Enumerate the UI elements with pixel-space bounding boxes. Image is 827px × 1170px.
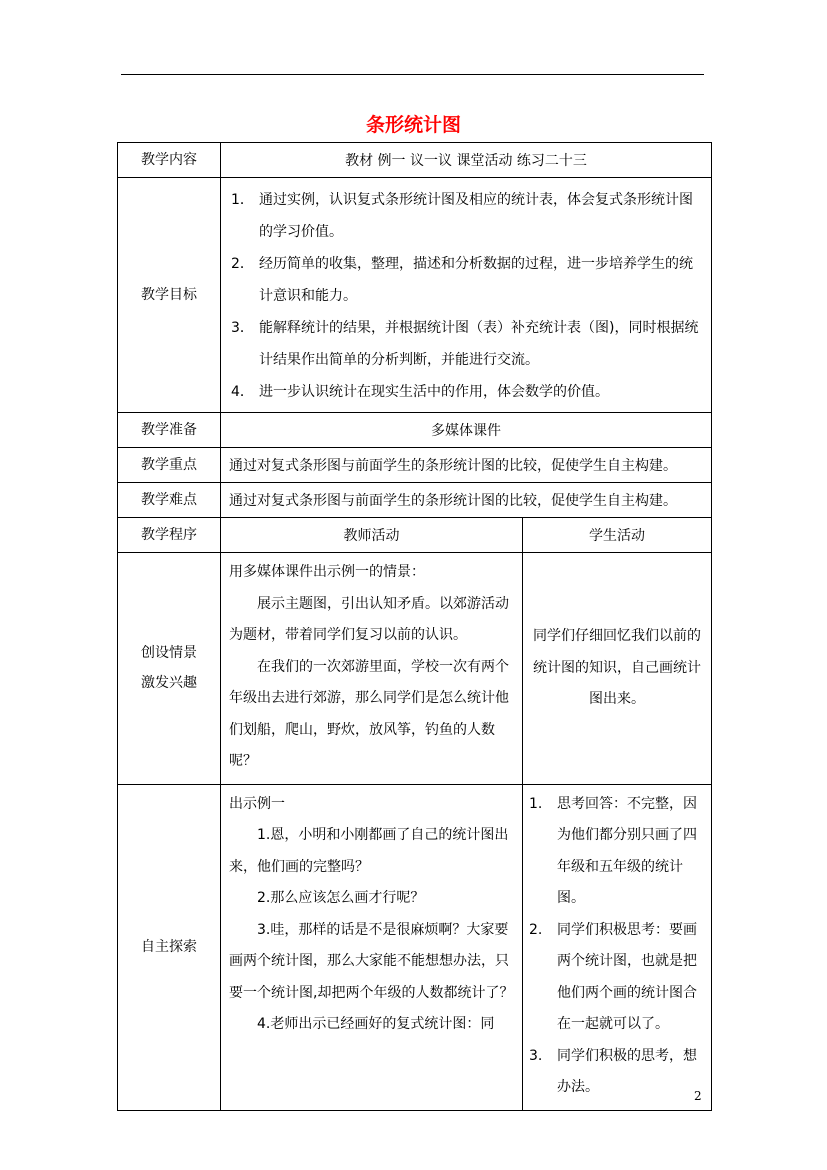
goal-text: 进一步认识统计在现实生活中的作用，体会数学的价值。 (259, 384, 609, 400)
goal-number: 4． (231, 384, 254, 400)
teacher-paragraph: 出示例一 (229, 795, 285, 812)
goal-item (231, 312, 703, 376)
row-procedure (118, 518, 712, 553)
value-difficulty: 通过对复式条形图与前面学生的条形统计图的比较，促使学生自主构建。 (221, 483, 712, 518)
teacher-paragraph: 4.老师出示已经画好的复式统计图：同 (257, 1016, 495, 1032)
stage-1-label-line: 创设情景 (141, 645, 197, 662)
header-rule (121, 74, 704, 75)
row-stage-1 (118, 553, 712, 785)
student-activity-stage-1: 同学们仔细回忆我们以前的统计图的知识，自己画统计图出来。 (523, 553, 712, 785)
teacher-paragraph: 用多媒体课件出示例一的情景： (229, 564, 425, 580)
stage-1-label-line: 激发兴趣 (141, 675, 197, 692)
student-item-text: 思考回答：不完整，因为他们都分别只画了四年级和五年级的统计图。 (557, 795, 697, 906)
goal-text: 经历简单的收集，整理，描述和分析数据的过程，进一步培养学生的统计意识和能力。 (259, 256, 693, 304)
goal-number: 1． (231, 192, 254, 208)
goal-number: 2． (231, 256, 254, 272)
student-item (529, 915, 707, 1041)
teacher-paragraph: 1.恩，小明和小刚都画了自己的统计图出来，他们画的完整吗？ (229, 827, 509, 875)
value-content: 教材 例一 议一议 课堂活动 练习二十三 (221, 143, 712, 178)
label-procedure: 教学程序 (118, 518, 221, 553)
row-stage-2 (118, 784, 712, 1110)
row-content (118, 143, 712, 178)
lesson-plan-table (117, 142, 712, 1111)
page-title: 条形统计图 (365, 114, 461, 136)
goal-number: 3． (231, 320, 254, 336)
student-item-number: 1. (529, 795, 543, 812)
teacher-paragraph: 2.那么应该怎么画才行呢？ (257, 890, 425, 906)
value-prep: 多媒体课件 (221, 413, 712, 448)
page-number: 2 (694, 1089, 702, 1103)
row-key (118, 448, 712, 483)
student-item-number: 2. (529, 921, 543, 938)
teacher-activity-stage-2 (221, 784, 523, 1110)
value-key: 通过对复式条形图与前面学生的条形统计图的比较，促使学生自主构建。 (221, 448, 712, 483)
row-difficulty (118, 483, 712, 518)
goal-item (231, 376, 703, 408)
student-item-text: 同学们积极思考：要画两个统计图，也就是把他们两个画的统计图合在一起就可以了。 (557, 921, 697, 1032)
row-prep (118, 413, 712, 448)
goal-item (231, 248, 703, 312)
label-stage-2: 自主探索 (118, 784, 221, 1110)
label-content: 教学内容 (118, 143, 221, 178)
goal-item (231, 184, 703, 248)
student-activity-stage-2 (523, 784, 712, 1110)
student-item (529, 1041, 707, 1104)
row-goals (118, 178, 712, 413)
header-student-activity: 学生活动 (523, 518, 712, 553)
student-item (529, 789, 707, 915)
teacher-activity-stage-1 (221, 553, 523, 785)
teacher-paragraph: 展示主题图，引出认知矛盾。以郊游活动为题材，带着同学们复习以前的认识。 (229, 595, 509, 643)
teacher-paragraph: 3.哇，那样的话是不是很麻烦啊？大家要画两个统计图，那么大家能不能想想办法，只要一个统计图,却把两个年级的人数都统计了？ (229, 921, 514, 1001)
label-goals: 教学目标 (118, 178, 221, 413)
label-prep: 教学准备 (118, 413, 221, 448)
label-key: 教学重点 (118, 448, 221, 483)
teacher-paragraph: 在我们的一次郊游里面，学校一次有两个年级出去进行郊游，那么同学们是怎么统计他们划船，爬山，野炊，放风筝，钓鱼的人数呢？ (229, 658, 509, 769)
header-teacher-activity: 教师活动 (221, 518, 523, 553)
label-difficulty: 教学难点 (118, 483, 221, 518)
student-item-number: 3. (529, 1047, 543, 1064)
goal-text: 能解释统计的结果，并根据统计图（表）补充统计表（图)，同时根据统计结果作出简单的分析判断，并能进行交流。 (259, 320, 699, 368)
goal-text: 通过实例，认识复式条形统计图及相应的统计表，体会复式条形统计图的学习价值。 (259, 192, 693, 240)
student-item-text: 同学们积极的思考，想办法。 (557, 1047, 697, 1095)
label-stage-1 (118, 553, 221, 785)
goals-list (221, 178, 712, 413)
